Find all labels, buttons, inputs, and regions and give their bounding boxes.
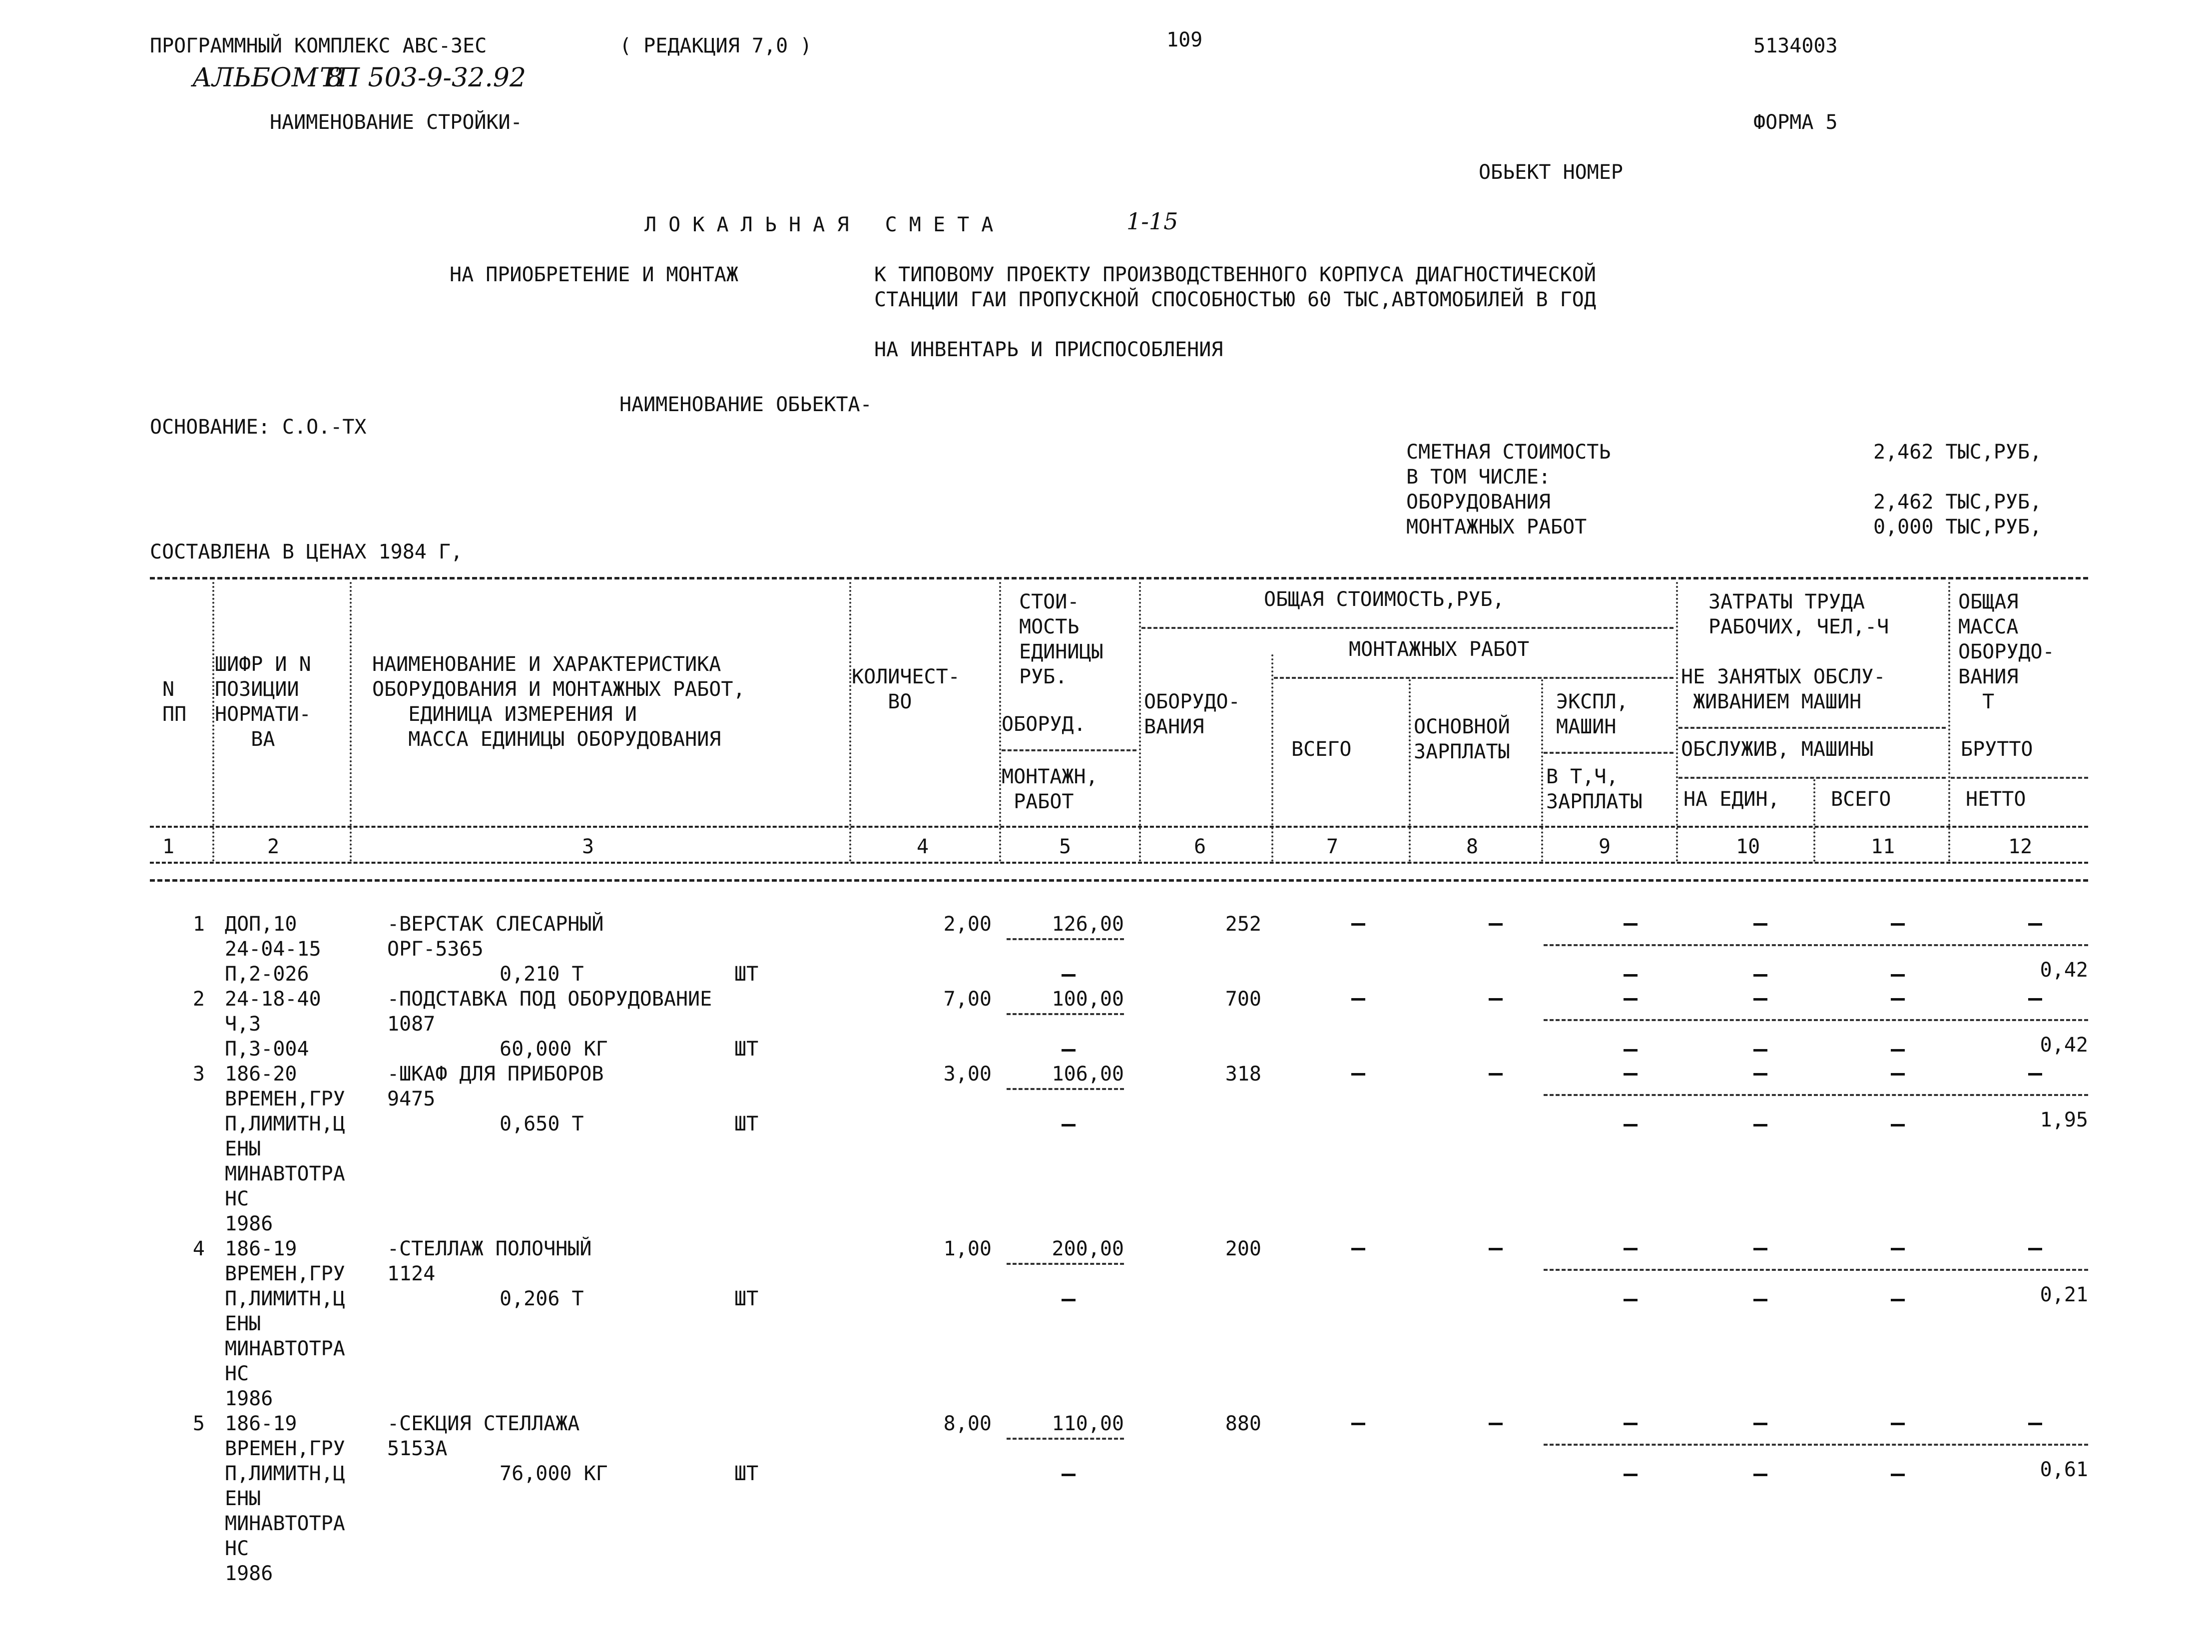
row-equipment-cost: 880 xyxy=(1225,1412,1261,1435)
col-divider xyxy=(999,582,1001,862)
col-header-10: НА ЕДИН, xyxy=(1683,788,1780,811)
col-header-11: ВСЕГО xyxy=(1831,788,1891,811)
row-value-dash xyxy=(1891,1423,1905,1425)
header-sub-rule xyxy=(1678,727,1946,729)
row-net-mass: 0,21 xyxy=(2040,1283,2088,1306)
installation-price-dash xyxy=(1062,1124,1076,1126)
description-line-1: К ТИПОВОМУ ПРОЕКТУ ПРОИЗВОДСТВЕННОГО КОРПУСА ДИАГНОСТИЧЕСКОЙ xyxy=(874,263,1596,286)
basis: ОСНОВАНИЕ: С.О.-ТХ xyxy=(150,416,367,439)
row-code: НС xyxy=(225,1362,249,1385)
prices-basis: СОСТАВЛЕНА В ЦЕНАХ 1984 Г, xyxy=(150,541,463,563)
col-divider xyxy=(1271,654,1273,862)
row-code: ЕНЫ xyxy=(225,1137,261,1160)
row-value-dash xyxy=(1891,1073,1905,1076)
row-mid-rule xyxy=(1544,1094,2088,1096)
col-number: 1 xyxy=(162,835,175,858)
row-quantity: 7,00 xyxy=(943,988,992,1011)
cost-install-label: МОНТАЖНЫХ РАБОТ xyxy=(1406,516,1587,539)
row-number: 5 xyxy=(192,1412,205,1435)
row-name: 5153А xyxy=(387,1437,448,1460)
col-divider xyxy=(1948,582,1950,862)
form-label: ФОРМА 5 xyxy=(1753,111,1838,134)
cost-install-value: 0,000 ТЫС,РУБ, xyxy=(1873,516,2042,539)
base-salary-dash xyxy=(1489,923,1503,926)
col-number: 6 xyxy=(1194,835,1206,858)
row-unit: ШТ xyxy=(734,1287,759,1310)
labor-subheader-2: ОБСЛУЖИВ, МАШИНЫ xyxy=(1681,738,1874,761)
row-value-dash xyxy=(1624,1474,1638,1476)
col-number: 7 xyxy=(1326,835,1339,858)
col-header-7: ВСЕГО xyxy=(1291,738,1352,761)
row-value-dash xyxy=(1624,923,1638,926)
install-works-header: МОНТАЖНЫХ РАБОТ xyxy=(1349,638,1530,661)
col-number: 12 xyxy=(2008,835,2033,858)
total-install-dash xyxy=(1351,1248,1365,1250)
row-code: ВРЕМЕН,ГРУ xyxy=(225,1088,345,1110)
total-install-dash xyxy=(1351,998,1365,1001)
row-code: 24-18-40 xyxy=(225,988,321,1011)
col-number: 4 xyxy=(917,835,929,858)
row-value-dash xyxy=(1624,1248,1638,1250)
row-code: 186-20 xyxy=(225,1063,297,1086)
row-value-dash xyxy=(1753,923,1767,926)
base-salary-dash xyxy=(1489,1073,1503,1076)
total-cost-header: ОБЩАЯ СТОИМОСТЬ,РУБ, xyxy=(1264,588,1505,611)
row-code: ВРЕМЕН,ГРУ xyxy=(225,1262,345,1285)
col-divider xyxy=(212,582,214,862)
table-top-rule xyxy=(150,577,2088,579)
row-code: МИНАВТОТРА xyxy=(225,1337,345,1360)
row-value-dash xyxy=(2028,923,2042,926)
numbers-bottom-rule xyxy=(150,862,2088,864)
row-value-dash xyxy=(2028,1423,2042,1425)
row-code: НС xyxy=(225,1187,249,1210)
header-sub-rule xyxy=(1951,777,2088,779)
row-value-dash xyxy=(1624,1049,1638,1052)
row-equipment-cost: 318 xyxy=(1225,1063,1261,1086)
row-value-dash xyxy=(1753,1474,1767,1476)
row-name: -ПОДСТАВКА ПОД ОБОРУДОВАНИЕ xyxy=(387,988,712,1011)
row-code: 1986 xyxy=(225,1212,273,1235)
row-value-dash xyxy=(1624,1124,1638,1126)
row-net-mass: 0,42 xyxy=(2040,959,2088,982)
row-net-mass: 1,95 xyxy=(2040,1108,2088,1131)
col-number: 8 xyxy=(1466,835,1479,858)
header-bottom-rule xyxy=(150,826,2088,828)
row-code: П,3-004 xyxy=(225,1038,309,1061)
col-header-5-top: СТОИ- МОСТЬ ЕДИНИЦЫ РУБ. xyxy=(1019,590,1104,688)
row-code: П,ЛИМИТН,Ц xyxy=(225,1112,345,1135)
row-mid-rule xyxy=(1544,944,2088,946)
col-number: 2 xyxy=(267,835,280,858)
object-number-label: ОБЬЕКТ НОМЕР xyxy=(1479,161,1623,184)
col-divider xyxy=(1676,582,1678,862)
purpose: НА ПРИОБРЕТЕНИЕ И МОНТАЖ xyxy=(450,263,738,286)
header-sub-rule xyxy=(1544,752,1673,754)
description-line-2: СТАНЦИИ ГАИ ПРОПУСКНОЙ СПОСОБНОСТЬЮ 60 ТЫС,АВТОМОБИЛЕЙ В ГОД xyxy=(874,288,1596,311)
row-value-dash xyxy=(1624,1299,1638,1301)
row-name: 1087 xyxy=(387,1013,436,1036)
col-header-8: ОСНОВНОЙ ЗАРПЛАТЫ xyxy=(1414,715,1510,763)
row-code: 1986 xyxy=(225,1387,273,1410)
row-code: 24-04-15 xyxy=(225,938,321,961)
row-code: П,ЛИМИТН,Ц xyxy=(225,1287,345,1310)
row-unit-mass: 0,650 Т xyxy=(500,1112,584,1135)
row-value-dash xyxy=(1624,1423,1638,1425)
row-value-dash xyxy=(1624,998,1638,1001)
row-code: МИНАВТОТРА xyxy=(225,1512,345,1535)
row-mid-rule xyxy=(1544,1269,2088,1271)
total-install-dash xyxy=(1351,1073,1365,1076)
row-unit-price: 200,00 xyxy=(1052,1237,1124,1260)
price-divider xyxy=(1007,1263,1124,1265)
price-divider xyxy=(1007,1438,1124,1440)
page-number: 109 xyxy=(1166,28,1203,51)
col-divider xyxy=(1813,779,1815,862)
row-name: 1124 xyxy=(387,1262,436,1285)
row-mid-rule xyxy=(1544,1444,2088,1446)
col-header-9-bot: В Т,Ч, ЗАРПЛАТЫ xyxy=(1546,765,1643,813)
row-quantity: 1,00 xyxy=(943,1237,992,1260)
labor-subheader: НЕ ЗАНЯТЫХ ОБСЛУ- ЖИВАНИЕМ МАШИН xyxy=(1681,665,1886,713)
row-value-dash xyxy=(2028,1073,2042,1076)
installation-price-dash xyxy=(1062,974,1076,977)
row-code: ЕНЫ xyxy=(225,1312,261,1335)
row-value-dash xyxy=(1891,1248,1905,1250)
installation-price-dash xyxy=(1062,1299,1076,1301)
installation-price-dash xyxy=(1062,1049,1076,1052)
row-code: 186-19 xyxy=(225,1237,297,1260)
base-salary-dash xyxy=(1489,998,1503,1001)
row-quantity: 3,00 xyxy=(943,1063,992,1086)
header-sub-rule xyxy=(1274,677,1673,679)
row-number: 1 xyxy=(192,913,205,936)
row-code: МИНАВТОТРА xyxy=(225,1162,345,1185)
col-header-3: НАИМЕНОВАНИЕ И ХАРАКТЕРИСТИКА ОБОРУДОВАНИЯ И МОНТАЖНЫХ РАБОТ, ЕДИНИЦА ИЗМЕРЕНИЯ И МАССА ЕДИНИЦЫ ОБОРУДОВАНИЯ xyxy=(372,653,745,751)
col-number: 3 xyxy=(582,835,594,858)
row-unit: ШТ xyxy=(734,963,759,986)
object-name-label: НАИМЕНОВАНИЕ ОБЬЕКТА- xyxy=(619,393,872,416)
row-unit-mass: 76,000 КГ xyxy=(500,1462,608,1485)
row-unit: ШТ xyxy=(734,1038,759,1061)
row-number: 3 xyxy=(192,1063,205,1086)
col-header-12-mid: БРУТТО xyxy=(1961,738,2033,761)
row-value-dash xyxy=(1753,1073,1767,1076)
row-unit-price: 100,00 xyxy=(1052,988,1124,1011)
col-header-5-mid: ОБОРУД. xyxy=(1002,713,1086,736)
row-unit-mass: 60,000 КГ xyxy=(500,1038,608,1061)
edition: ( РЕДАКЦИЯ 7,0 ) xyxy=(619,34,812,57)
row-code: 186-19 xyxy=(225,1412,297,1435)
cost-equipment-label: ОБОРУДОВАНИЯ xyxy=(1406,491,1551,514)
col-number: 5 xyxy=(1059,835,1072,858)
row-unit-price: 126,00 xyxy=(1052,913,1124,936)
col-divider xyxy=(1139,582,1141,862)
row-unit: ШТ xyxy=(734,1462,759,1485)
col-header-5-bot: МОНТАЖН, РАБОТ xyxy=(1002,765,1098,813)
row-quantity: 2,00 xyxy=(943,913,992,936)
base-salary-dash xyxy=(1489,1248,1503,1250)
row-value-dash xyxy=(1624,974,1638,977)
col-number: 11 xyxy=(1871,835,1895,858)
total-install-dash xyxy=(1351,1423,1365,1425)
document-code: 5134003 xyxy=(1753,34,1838,57)
col-header-1: N ПП xyxy=(162,678,187,726)
col-header-2: ШИФР И N ПОЗИЦИИ НОРМАТИ- ВА xyxy=(215,653,311,751)
row-value-dash xyxy=(1753,998,1767,1001)
album-handwritten: АЛЬБОМ 8 xyxy=(192,63,343,93)
total-install-dash xyxy=(1351,923,1365,926)
row-name: ОРГ-5365 xyxy=(387,938,484,961)
row-code: П,2-026 xyxy=(225,963,309,986)
row-equipment-cost: 700 xyxy=(1225,988,1261,1011)
col-header-9-top: ЭКСПЛ, МАШИН xyxy=(1556,690,1629,738)
row-name: 9475 xyxy=(387,1088,436,1110)
col-divider xyxy=(1541,679,1543,862)
col-number: 9 xyxy=(1599,835,1611,858)
row-code: ДОП,10 xyxy=(225,913,297,936)
row-net-mass: 0,61 xyxy=(2040,1458,2088,1481)
price-divider xyxy=(1007,1088,1124,1090)
row-code: Ч,3 xyxy=(225,1013,261,1036)
row-equipment-cost: 252 xyxy=(1225,913,1261,936)
row-unit-price: 106,00 xyxy=(1052,1063,1124,1086)
row-code: ВРЕМЕН,ГРУ xyxy=(225,1437,345,1460)
construction-name-label: НАИМЕНОВАНИЕ СТРОЙКИ- xyxy=(270,111,523,134)
row-name: -ШКАФ ДЛЯ ПРИБОРОВ xyxy=(387,1063,604,1086)
row-value-dash xyxy=(1891,998,1905,1001)
col-number: 10 xyxy=(1736,835,1760,858)
numbers-double-rule xyxy=(150,879,2088,882)
header-sub-rule xyxy=(1141,627,1673,629)
row-value-dash xyxy=(1753,1049,1767,1052)
header-sub-rule xyxy=(1002,749,1136,751)
title-number-handwritten: 1-15 xyxy=(1126,208,1178,235)
row-code: 1986 xyxy=(225,1562,273,1585)
row-name: -ВЕРСТАК СЛЕСАРНЫЙ xyxy=(387,913,604,936)
row-equipment-cost: 200 xyxy=(1225,1237,1261,1260)
cost-total-label: СМЕТНАЯ СТОИМОСТЬ xyxy=(1406,441,1611,464)
base-salary-dash xyxy=(1489,1423,1503,1425)
row-number: 2 xyxy=(192,988,205,1011)
cost-equipment-value: 2,462 ТЫС,РУБ, xyxy=(1873,491,2042,514)
header-sub-rule xyxy=(1678,777,1946,779)
cost-including-label: В ТОМ ЧИСЛЕ: xyxy=(1406,466,1551,489)
row-code: ЕНЫ xyxy=(225,1487,261,1510)
row-value-dash xyxy=(1753,1299,1767,1301)
col-divider xyxy=(1409,679,1411,862)
installation-price-dash xyxy=(1062,1474,1076,1476)
col-header-6: ОБОРУДО- ВАНИЯ xyxy=(1144,690,1240,738)
row-name: -СЕКЦИЯ СТЕЛЛАЖА xyxy=(387,1412,580,1435)
labor-header: ЗАТРАТЫ ТРУДА РАБОЧИХ, ЧЕЛ,-Ч xyxy=(1708,590,1889,638)
project-handwritten: ТП 503-9-32.92 xyxy=(320,63,526,93)
row-unit-price: 110,00 xyxy=(1052,1412,1124,1435)
col-header-4: КОЛИЧЕСТ- ВО xyxy=(852,665,960,713)
row-value-dash xyxy=(2028,1248,2042,1250)
price-divider xyxy=(1007,938,1124,940)
row-value-dash xyxy=(1753,1124,1767,1126)
row-unit: ШТ xyxy=(734,1112,759,1135)
row-code: П,ЛИМИТН,Ц xyxy=(225,1462,345,1485)
row-value-dash xyxy=(1753,1423,1767,1425)
program-name: ПРОГРАММНЫЙ КОМПЛЕКС АВС-3ЕС xyxy=(150,34,487,57)
price-divider xyxy=(1007,1013,1124,1015)
row-value-dash xyxy=(1891,923,1905,926)
row-unit-mass: 0,210 Т xyxy=(500,963,584,986)
row-code: НС xyxy=(225,1537,249,1560)
row-number: 4 xyxy=(192,1237,205,1260)
row-quantity: 8,00 xyxy=(943,1412,992,1435)
col-divider xyxy=(849,582,851,862)
row-net-mass: 0,42 xyxy=(2040,1034,2088,1057)
row-mid-rule xyxy=(1544,1019,2088,1021)
row-name: -СТЕЛЛАЖ ПОЛОЧНЫЙ xyxy=(387,1237,592,1260)
subject: НА ИНВЕНТАРЬ И ПРИСПОСОБЛЕНИЯ xyxy=(874,338,1223,361)
col-header-12-bot: НЕТТО xyxy=(1966,788,2026,811)
row-unit-mass: 0,206 Т xyxy=(500,1287,584,1310)
page-title: Л О К А Л Ь Н А Я С М Е Т А xyxy=(644,213,994,236)
row-value-dash xyxy=(1753,974,1767,977)
col-divider xyxy=(350,582,352,862)
row-value-dash xyxy=(1753,1248,1767,1250)
row-value-dash xyxy=(1624,1073,1638,1076)
cost-total-value: 2,462 ТЫС,РУБ, xyxy=(1873,441,2042,464)
col-header-12-top: ОБЩАЯ МАССА ОБОРУДО- ВАНИЯ Т xyxy=(1958,590,2055,713)
row-value-dash xyxy=(2028,998,2042,1001)
